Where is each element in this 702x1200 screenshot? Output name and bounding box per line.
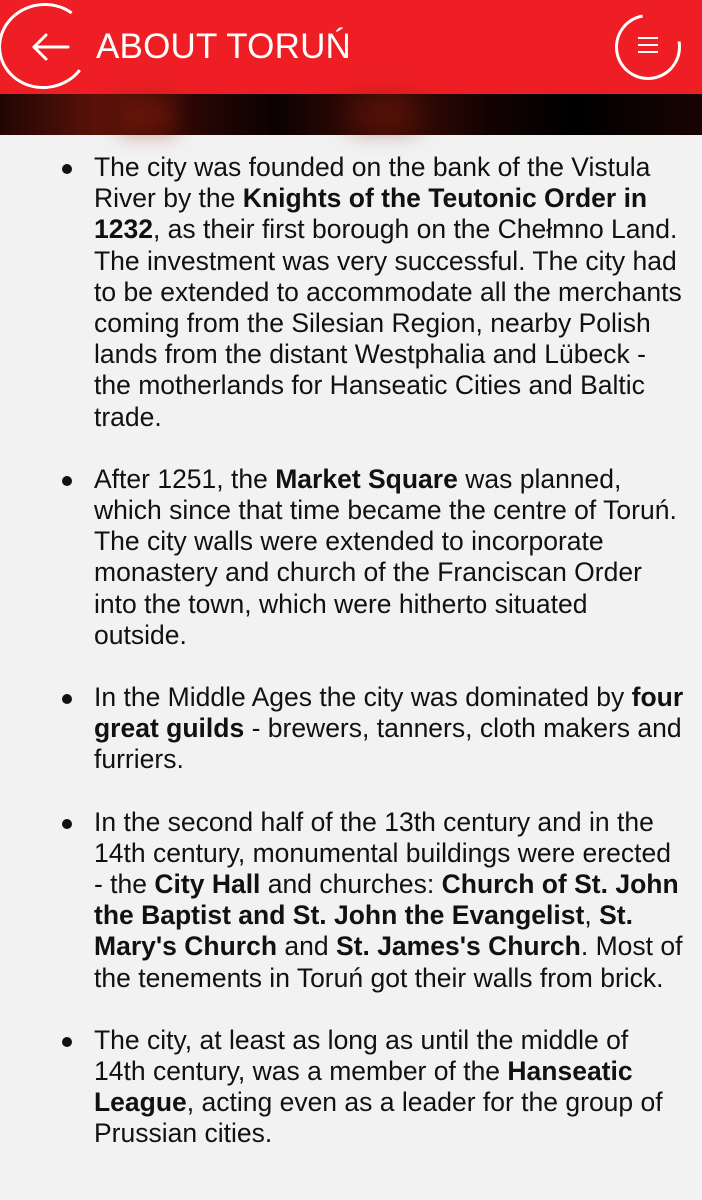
fact-text: was planned, which since that time became the centre of Toruń. The city walls were extended to incorporate monastery and church of the Franciscan Order into the town, which were hitherto situated outside. [94,463,677,650]
fact-text: The city was founded on the bank of the Vistula River by the [94,152,651,214]
fact-highlight: Hanseatic League [94,1056,633,1118]
fact-text: In the second half of the 13th century and in the 14th century, monumental buildings were erected - the [94,806,671,900]
banner-shade [120,94,176,135]
history-fact-item [0,464,684,651]
history-fact-item [0,682,684,776]
back-arrow-icon[interactable] [28,30,72,64]
fact-text: , [584,900,600,931]
fact-highlight: four great guilds [94,682,684,744]
app-header [0,0,702,94]
hamburger-menu-icon[interactable] [638,37,658,55]
article-content[interactable] [0,135,702,1200]
fact-highlight: City Hall [154,869,261,900]
fact-text: and [277,931,336,962]
fact-highlight: St. Mary's Church [94,900,633,962]
page-title: ABOUT TORUŃ [96,27,352,66]
menu-line-icon [638,37,658,39]
menu-line-icon [638,44,658,46]
fact-text: After 1251, the [94,463,276,494]
history-fact-item [0,1025,684,1150]
fact-text: . Most of the tenements in Toruń got their walls from brick. [94,931,683,993]
fact-text: - brewers, tanners, cloth makers and furriers. [94,713,682,775]
fact-text: and churches: [260,869,442,900]
fact-highlight: Church of St. John the Baptist and St. John the Evangelist [94,869,679,931]
menu-line-icon [638,51,658,53]
fact-text: In the Middle Ages the city was dominated by [94,682,632,713]
fact-text: , as their first borough on the Chełmno Land. The investment was very successful. The city had to be extended to accommodate all the merchants coming from the Silesian Region, nearby Polish lands from the distant Westphalia and Lübeck - the motherlands for Hanseatic Cities and Baltic trade. [94,214,682,432]
history-fact-item [0,807,684,994]
fact-highlight: Market Square [275,463,458,494]
history-fact-item [0,152,684,433]
banner-shade [350,98,418,130]
header-banner-image [0,94,702,135]
fact-highlight: Knights of the Teutonic Order in 1232 [94,183,648,245]
fact-text: The city, at least as long as until the middle of 14th century, was a member of the [94,1024,629,1087]
fact-highlight: St. James's Church [335,931,581,962]
history-facts-list [0,135,702,1150]
fact-text: , acting even as a leader for the group of Prussian cities. [94,1087,663,1149]
